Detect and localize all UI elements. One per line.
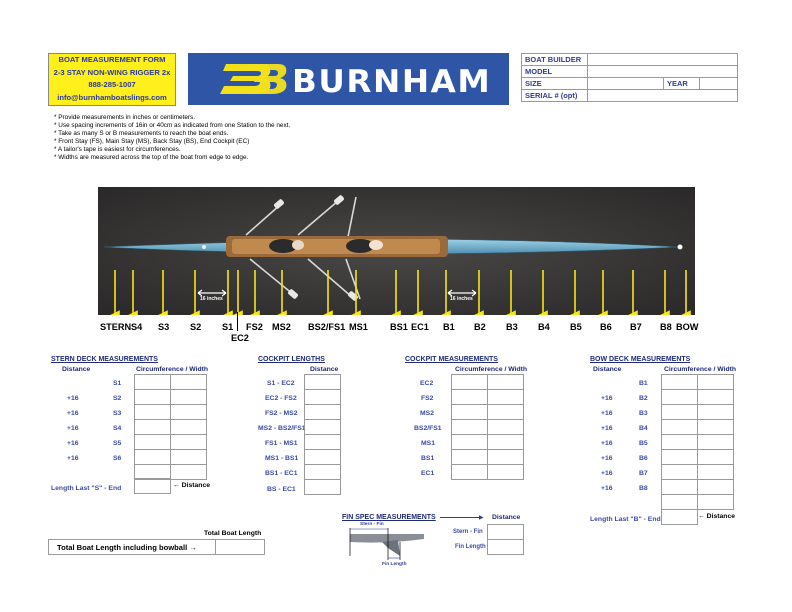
cell[interactable] (452, 465, 488, 480)
cell[interactable] (171, 450, 207, 465)
cell[interactable] (662, 450, 698, 465)
cockpit-lengths-distance-header: Distance (310, 366, 339, 373)
cell[interactable] (488, 540, 524, 555)
cell[interactable] (135, 450, 171, 465)
cell[interactable] (305, 450, 341, 465)
diagram-fin-length-label: Fin Length (382, 562, 407, 567)
fin-length-label: Fin Length (455, 544, 486, 550)
cell[interactable] (488, 420, 524, 435)
cell[interactable] (135, 390, 171, 405)
size-label: SIZE (522, 78, 588, 90)
bow-row-distance: +16 (601, 395, 613, 402)
station-s1: S1 (222, 322, 234, 332)
spacing-label-right: 16 inches (450, 296, 473, 302)
cockpit-length-label: BS1 - EC1 (265, 470, 298, 477)
boat-builder-table (521, 53, 738, 102)
cockpit-measurements-title: COCKPIT MEASUREMENTS (405, 356, 498, 363)
bow-length-field (661, 509, 698, 525)
station-ec1: EC1 (411, 322, 429, 332)
bow-row-distance: +16 (601, 470, 613, 477)
cell[interactable] (452, 450, 488, 465)
station-ms1: MS1 (349, 322, 368, 332)
cell[interactable] (171, 465, 207, 480)
cockpit-lengths-grid (304, 374, 341, 495)
station-ec2: EC2 (231, 333, 249, 343)
cockpit-length-label: MS2 - BS2/FS1 (258, 425, 306, 432)
cockpit-measure-label: EC1 (421, 470, 435, 477)
cell[interactable] (305, 405, 341, 420)
station-b8: B8 (660, 322, 672, 332)
stern-row-label: S2 (113, 395, 122, 402)
bow-row-distance: +16 (601, 485, 613, 492)
cell[interactable] (135, 479, 171, 494)
stern-row-distance: +16 (67, 455, 79, 462)
bow-row-label: B2 (639, 395, 648, 402)
bow-circ-header: Circumference / Width (664, 366, 737, 373)
stern-row-distance: +16 (67, 395, 79, 402)
stern-row-distance: +16 (67, 440, 79, 447)
year-label: YEAR (664, 78, 700, 90)
form-subtitle: 2-3 STAY NON-WING RIGGER 2x (53, 67, 171, 77)
station-ms2: MS2 (272, 322, 291, 332)
instructions-notes (54, 114, 290, 161)
bow-row-distance: +16 (601, 425, 613, 432)
bow-row-label: B7 (639, 470, 648, 477)
cell[interactable] (305, 390, 341, 405)
size-field[interactable] (588, 78, 664, 90)
boat-photo (98, 187, 695, 315)
boat-builder-field[interactable] (588, 54, 738, 66)
cockpit-measure-label: MS2 (420, 410, 434, 417)
station-s3: S3 (158, 322, 170, 332)
model-label: MODEL (522, 66, 588, 78)
station-b3: B3 (506, 322, 518, 332)
station-bs2-fs1: BS2/FS1 (308, 322, 346, 332)
cell[interactable] (662, 435, 698, 450)
burnham-b-mark-icon (220, 62, 288, 95)
cell[interactable] (698, 405, 734, 420)
bow-length-label: Length Last "B" - End (590, 516, 661, 523)
cockpit-measurements-grid (451, 374, 524, 480)
bow-row-distance: +16 (601, 440, 613, 447)
cockpit-measure-label: BS2/FS1 (414, 425, 442, 432)
note-line: * Widths are measured across the top of the boat from edge to edge. (54, 153, 249, 161)
cell[interactable] (452, 375, 488, 390)
cell[interactable] (305, 420, 341, 435)
station-arrows (98, 187, 695, 315)
cockpit-lengths-title: COCKPIT LENGTHS (258, 356, 325, 363)
stern-length-label: Length Last "S" - End (51, 485, 122, 492)
stern-deck-title: STERN DECK MEASUREMENTS (51, 356, 158, 363)
station-fs2: FS2 (246, 322, 263, 332)
serial-field[interactable] (588, 90, 738, 102)
cell[interactable] (698, 480, 734, 495)
cockpit-length-label: S1 - EC2 (267, 380, 295, 387)
stern-row-label: S3 (113, 410, 122, 417)
stern-fin-label: Stern - Fin (453, 529, 483, 535)
cell[interactable] (698, 450, 734, 465)
cockpit-length-label: BS - EC1 (267, 486, 296, 493)
cockpit-length-label: FS2 - MS2 (265, 410, 298, 417)
note-line: * A tailor's tape is easiest for circumferences. (54, 145, 181, 153)
cockpit-measure-label: FS2 (421, 395, 434, 402)
cell[interactable] (135, 435, 171, 450)
cell[interactable] (488, 405, 524, 420)
cell[interactable] (698, 390, 734, 405)
cell[interactable] (488, 525, 524, 540)
station-b2: B2 (474, 322, 486, 332)
cell[interactable] (662, 495, 698, 510)
stern-row-distance: +16 (67, 410, 79, 417)
cell[interactable] (452, 390, 488, 405)
total-length-header: Total Boat Length (204, 530, 262, 537)
cell[interactable] (305, 480, 341, 495)
stern-row-label: S1 (113, 380, 122, 387)
diagram-stern-fin-label: Stern - Fin (360, 522, 384, 527)
cell[interactable] (135, 405, 171, 420)
bow-row-label: B6 (639, 455, 648, 462)
cell[interactable] (305, 465, 341, 480)
cockpit-length-label: EC2 - FS2 (265, 395, 297, 402)
cell[interactable] (135, 420, 171, 435)
cell[interactable] (662, 480, 698, 495)
station-s4: S4 (131, 322, 143, 332)
cell[interactable] (488, 375, 524, 390)
cell[interactable] (662, 375, 698, 390)
year-field[interactable] (700, 78, 738, 90)
bow-deck-grid (661, 374, 734, 510)
spacing-label-left: 16 inches (200, 296, 223, 302)
spacing-arrows (198, 290, 476, 296)
phone-number: 888-285-1007 (88, 80, 136, 90)
bow-row-label: B4 (639, 425, 648, 432)
bow-row-distance: +16 (601, 455, 613, 462)
station-b5: B5 (570, 322, 582, 332)
station-b1: B1 (443, 322, 455, 332)
note-line: * Use spacing increments of 16in or 40cm as indicated from one Station to the next. (54, 121, 291, 129)
cell[interactable] (171, 405, 207, 420)
serial-label: SERIAL # (opt) (522, 90, 588, 102)
cell[interactable] (698, 420, 734, 435)
bow-distance-header: Distance (593, 366, 622, 373)
fin-spec-title: FIN SPEC MEASUREMENTS (342, 514, 436, 521)
ec2-pointer (237, 312, 238, 331)
bow-distance-note: ← Distance (698, 513, 736, 520)
station-s2: S2 (190, 322, 202, 332)
cell[interactable] (305, 435, 341, 450)
total-length-field[interactable] (216, 540, 265, 555)
note-line: * Take as many S or B measurements to reach the boat ends. (54, 129, 229, 137)
cockpit-length-label: MS1 - BS1 (265, 455, 299, 462)
station-b7: B7 (630, 322, 642, 332)
cell[interactable] (698, 495, 734, 510)
bow-row-distance: +16 (601, 410, 613, 417)
station-b4: B4 (538, 322, 550, 332)
cell[interactable] (662, 390, 698, 405)
cell[interactable] (662, 405, 698, 420)
brand-name: BURNHAM (292, 64, 492, 100)
cell[interactable] (452, 420, 488, 435)
cell[interactable] (171, 420, 207, 435)
total-length-table (48, 539, 265, 555)
bow-row-label: B5 (639, 440, 648, 447)
cell[interactable] (698, 435, 734, 450)
cell[interactable] (488, 390, 524, 405)
fin-arrow-head-icon: ▶ (479, 515, 484, 521)
note-line: * Front Stay (FS), Main Stay (MS), Back Stay (BS), End Cockpit (EC) (54, 137, 250, 145)
note-line: * Provide measurements in inches or centimeters. (54, 114, 196, 121)
bow-row-label: B1 (639, 380, 648, 387)
cell[interactable] (452, 435, 488, 450)
cell[interactable] (171, 375, 207, 390)
bow-deck-title: BOW DECK MEASUREMENTS (590, 356, 691, 363)
cell[interactable] (662, 510, 698, 525)
cell[interactable] (662, 465, 698, 480)
stern-row-label: S5 (113, 440, 122, 447)
stern-distance-note: ← Distance (173, 482, 211, 489)
stern-deck-grid (134, 374, 207, 480)
fin-diagram (346, 522, 426, 564)
stern-circ-header: Circumference / Width (136, 366, 209, 373)
email-address: info@burnhamboatslings.com (57, 92, 167, 102)
cockpit-measure-label: EC2 (420, 380, 434, 387)
station-b6: B6 (600, 322, 612, 332)
station-bow: BOW (676, 322, 699, 332)
cell[interactable] (488, 450, 524, 465)
stern-row-label: S4 (113, 425, 122, 432)
cell[interactable] (305, 375, 341, 390)
station-bs1: BS1 (390, 322, 408, 332)
cell[interactable] (488, 435, 524, 450)
cell[interactable] (171, 435, 207, 450)
cockpit-length-label: FS1 - MS1 (265, 440, 298, 447)
fin-spec-arrow (440, 517, 482, 518)
cell[interactable] (488, 465, 524, 480)
bow-row-label: B3 (639, 410, 648, 417)
station-stern: STERN (100, 322, 132, 332)
stern-row-distance: +16 (67, 425, 79, 432)
cockpit-measure-label: MS1 (421, 440, 435, 447)
boat-builder-label: BOAT BUILDER (522, 54, 588, 66)
cell[interactable] (135, 375, 171, 390)
stern-distance-header: Distance (62, 366, 91, 373)
form-title: BOAT MEASUREMENT FORM (58, 55, 166, 64)
stern-row-label: S6 (113, 455, 122, 462)
cell[interactable] (698, 465, 734, 480)
cell[interactable] (452, 405, 488, 420)
cell[interactable] (171, 390, 207, 405)
fin-spec-grid (487, 524, 524, 555)
fin-distance-header: Distance (492, 514, 521, 521)
form-info-box (48, 53, 176, 106)
bow-row-label: B8 (639, 485, 648, 492)
cell[interactable] (662, 420, 698, 435)
cockpit-measure-label: BS1 (421, 455, 435, 462)
model-field[interactable] (588, 66, 738, 78)
stern-length-field (134, 478, 171, 494)
total-length-label: Total Boat Length including bowball → (49, 540, 216, 555)
cockpit-circ-header: Circumference / Width (455, 366, 528, 373)
cell[interactable] (698, 375, 734, 390)
